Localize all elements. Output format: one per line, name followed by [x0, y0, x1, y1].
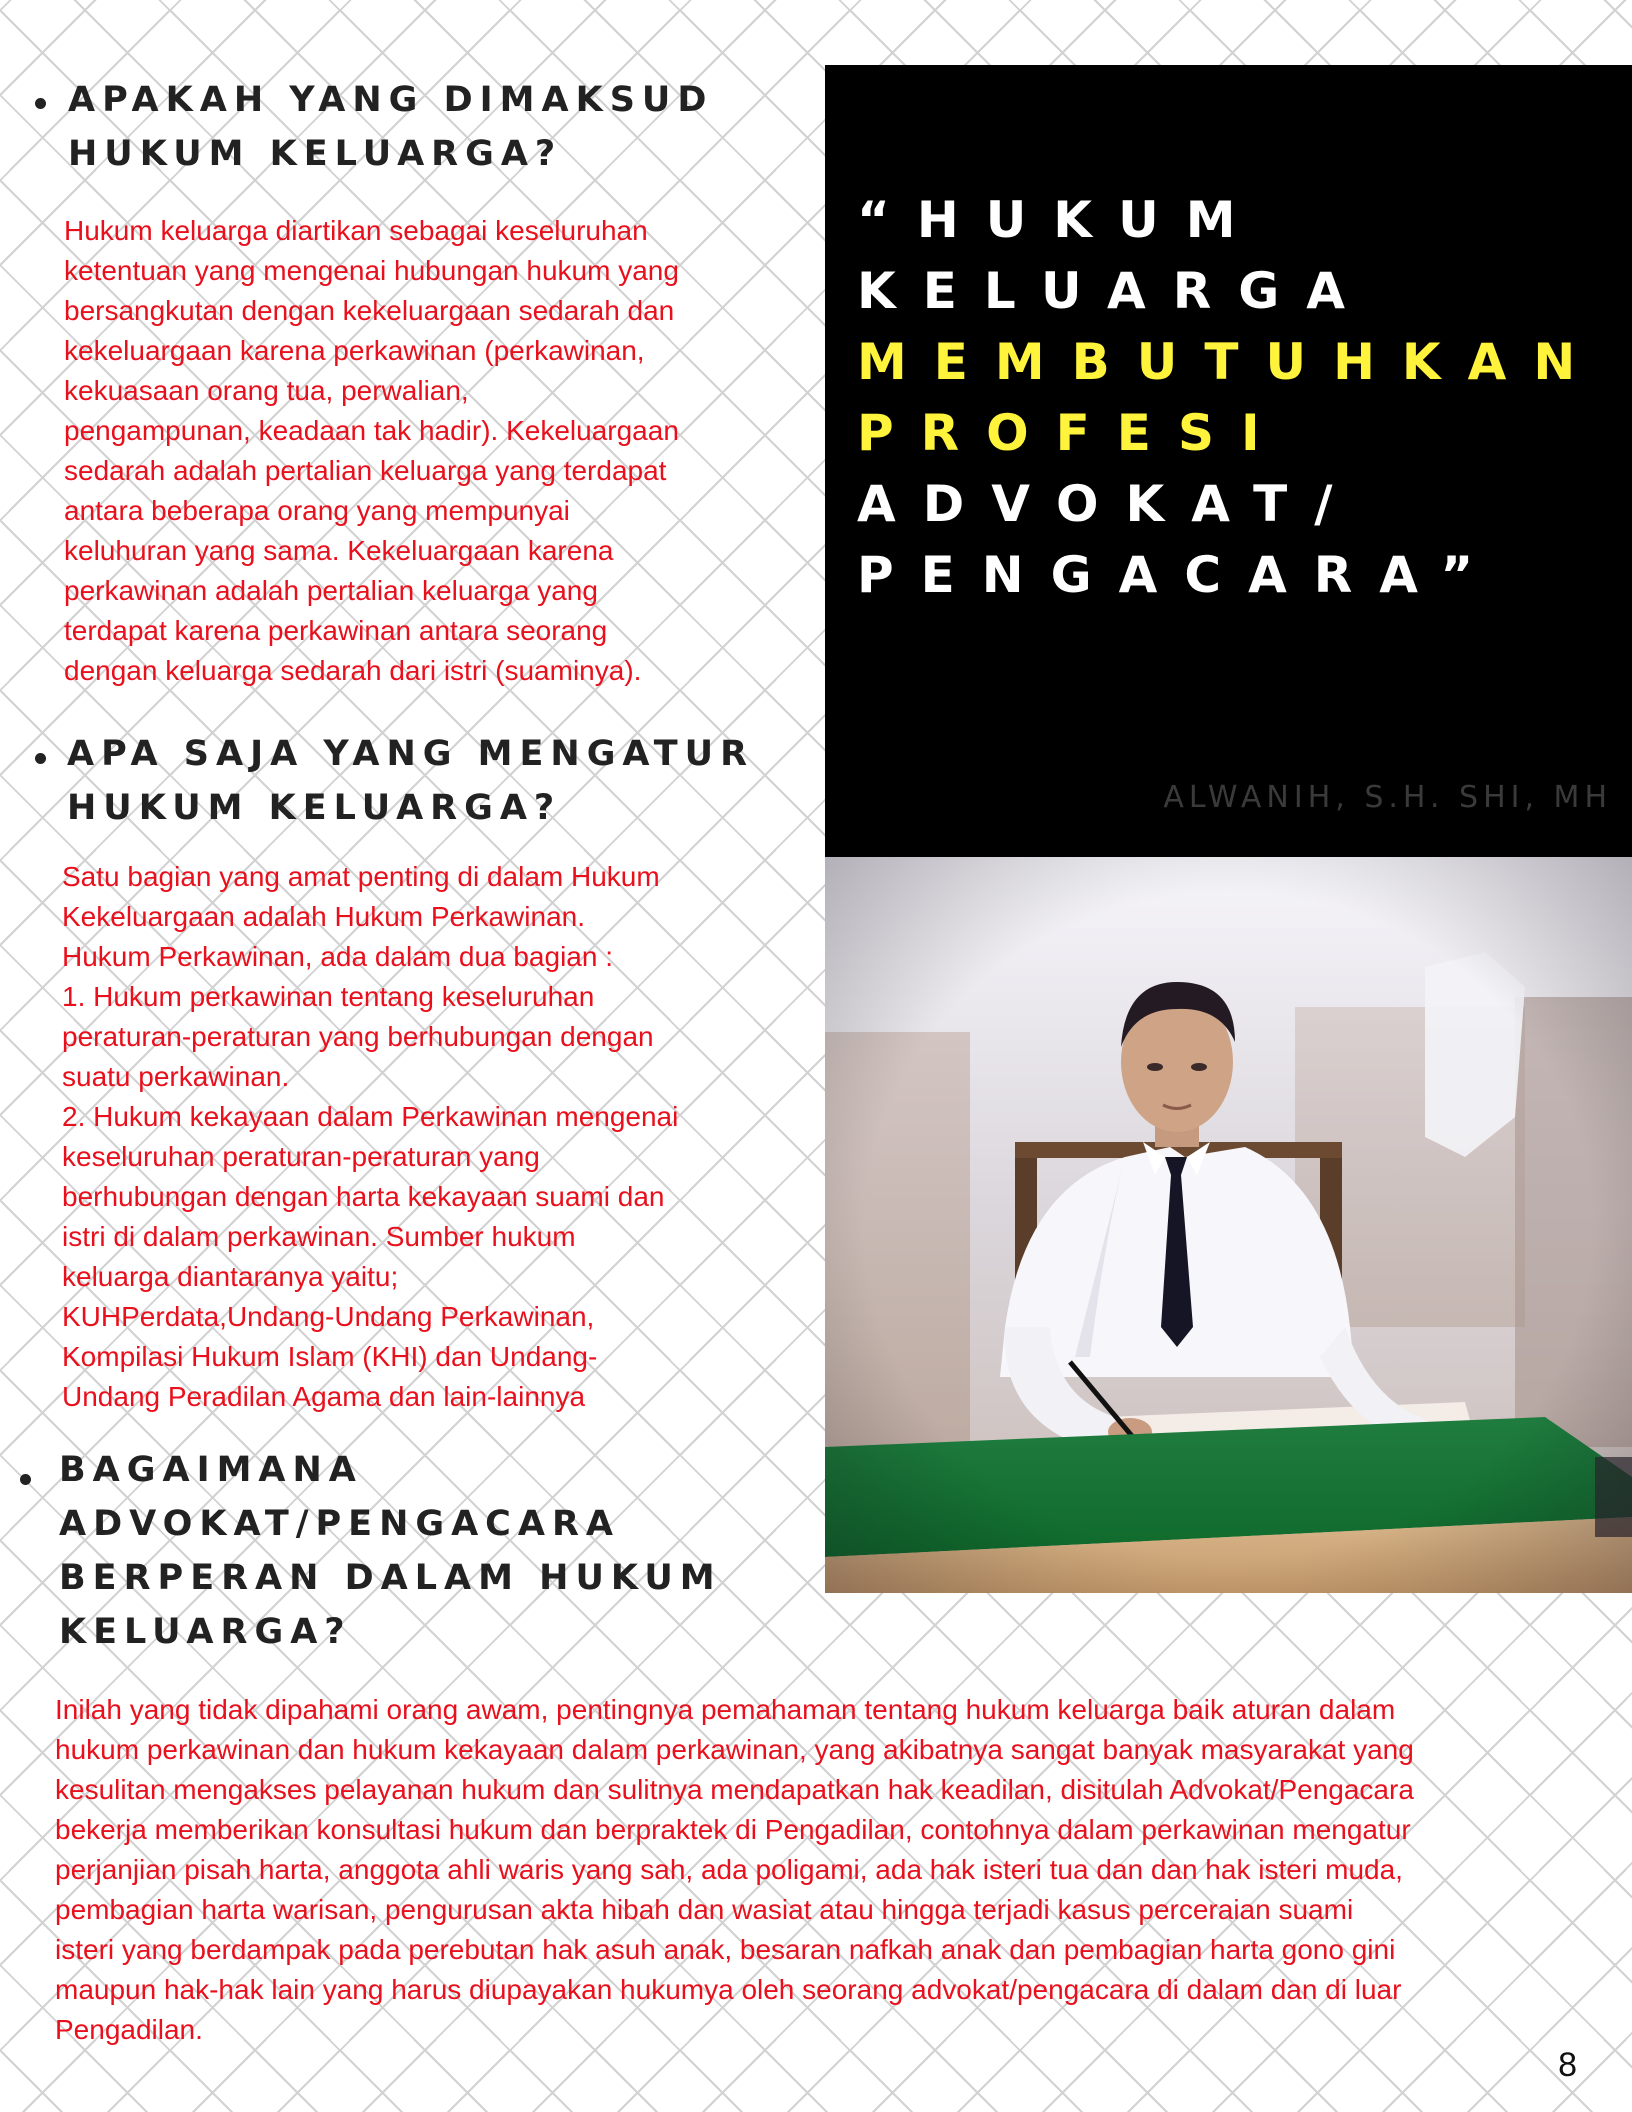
question-1-line-1: APAKAH YANG DIMAKSUD: [68, 80, 714, 120]
answer-2-line: keseluruhan peraturan-peraturan yang: [62, 1141, 540, 1172]
answer-2-line: 2. Hukum kekayaan dalam Perkawinan mengenai: [62, 1101, 679, 1132]
question-heading-3: [59, 1443, 722, 1659]
question-3-line-2: ADVOKAT/PENGACARA: [59, 1504, 620, 1544]
quote-author: ALWANIH, S.H. SHI, MH: [1163, 780, 1612, 815]
quote-line-2: KELUARGA: [857, 262, 1372, 320]
answer-2-line: Undang Peradilan Agama dan lain-lainnya: [62, 1381, 586, 1412]
answer-2-line: 1. Hukum perkawinan tentang keseluruhan: [62, 981, 595, 1012]
question-heading-2: [67, 727, 754, 835]
answer-2-line: Kompilasi Hukum Islam (KHI) dan Undang-: [62, 1341, 598, 1372]
answer-3-line: pembagian harta warisan, pengurusan akta hibah dan wasiat atau hingga terjadi kasus perceraian suami: [55, 1894, 1354, 1925]
answer-3-line: Inilah yang tidak dipahami orang awam, pentingnya pemahaman tentang hukum keluarga baik aturan dalam: [55, 1694, 1396, 1725]
answer-1-line: kekeluargaan karena perkawinan (perkawinan,: [64, 335, 645, 366]
question-3-line-4: KELUARGA?: [59, 1612, 352, 1652]
answer-1-line: bersangkutan dengan kekeluargaan sedarah dan: [64, 295, 675, 326]
quote-line-6: PENGACARA”: [857, 546, 1501, 604]
answer-3-line: bekerja memberikan konsultasi hukum dan berpraktek di Pengadilan, contohnya dalam perkawinan mengatur: [55, 1814, 1411, 1845]
answer-3-line: Pengadilan.: [55, 2014, 203, 2045]
answer-paragraph-1: [64, 211, 679, 691]
quote-line-3: MEMBUTUHKAN: [857, 333, 1603, 391]
answer-2-line: istri di dalam perkawinan. Sumber hukum: [62, 1221, 576, 1252]
answer-paragraph-2: [62, 857, 678, 1417]
answer-2-line: Kekeluargaan adalah Hukum Perkawinan.: [62, 901, 585, 932]
answer-1-line: Hukum keluarga diartikan sebagai keseluruhan: [64, 215, 648, 246]
answer-1-line: kekuasaan orang tua, perwalian,: [64, 375, 469, 406]
question-2-line-2: HUKUM KELUARGA?: [67, 788, 562, 828]
page-number: 8: [1558, 2046, 1577, 2084]
answer-1-line: antara beberapa orang yang mempunyai: [64, 495, 570, 526]
bullet-1: [35, 98, 46, 109]
question-3-line-1: BAGAIMANA: [59, 1450, 363, 1490]
answer-1-line: pengampunan, keadaan tak hadir). Kekeluargaan: [64, 415, 679, 446]
answer-1-line: terdapat karena perkawinan antara seorang: [64, 615, 608, 646]
answer-2-line: Satu bagian yang amat penting di dalam Hukum: [62, 861, 660, 892]
answer-3-line: hukum perkawinan dan hukum kekayaan dalam perkawinan, yang akibatnya sangat banyak masyarakat yang: [55, 1734, 1414, 1765]
answer-3-line: kesulitan mengakses pelayanan hukum dan sulitnya mendapatkan hak keadilan, disitulah Advokat/Pengacara: [55, 1774, 1414, 1805]
answer-3-line: isteri yang berdampak pada perebutan hak asuh anak, besaran nafkah anak dan pembagian harta gono gini: [55, 1934, 1396, 1965]
lawyer-photo-illustration: [825, 857, 1632, 1593]
question-3-line-3: BERPERAN DALAM HUKUM: [59, 1558, 722, 1598]
answer-1-line: dengan keluarga sedarah dari istri (suaminya).: [64, 655, 642, 686]
answer-2-line: KUHPerdata,Undang-Undang Perkawinan,: [62, 1301, 595, 1332]
quote-box: [825, 65, 1632, 857]
question-1-line-2: HUKUM KELUARGA?: [68, 134, 563, 174]
answer-1-line: keluhuran yang sama. Kekeluargaan karena: [64, 535, 614, 566]
answer-2-line: peraturan-peraturan yang berhubungan dengan: [62, 1021, 654, 1052]
quote-line-4: PROFESI: [857, 404, 1287, 462]
pull-quote: [857, 185, 1602, 611]
bullet-3: [20, 1474, 31, 1485]
bullet-2: [35, 753, 46, 764]
answer-paragraph-3: [55, 1690, 1414, 2050]
lawyer-photo: [825, 857, 1632, 1593]
answer-2-line: berhubungan dengan harta kekayaan suami dan: [62, 1181, 665, 1212]
answer-2-line: Hukum Perkawinan, ada dalam dua bagian :: [62, 941, 614, 972]
answer-2-line: keluarga diantaranya yaitu;: [62, 1261, 399, 1292]
question-heading-1: [68, 73, 713, 181]
question-2-line-1: APA SAJA YANG MENGATUR: [67, 734, 755, 774]
answer-1-line: ketentuan yang mengenai hubungan hukum yang: [64, 255, 679, 286]
quote-line-5: ADVOKAT/: [857, 475, 1360, 533]
answer-1-line: perkawinan adalah pertalian keluarga yang: [64, 575, 598, 606]
answer-3-line: perjanjian pisah harta, anggota ahli waris yang sah, ada poligami, ada hak isteri tua dan dan hak isteri muda,: [55, 1854, 1403, 1885]
answer-3-line: maupun hak-hak lain yang harus diupayakan hukumya oleh seorang advokat/pengacara di dalam dan di luar: [55, 1974, 1402, 2005]
answer-2-line: suatu perkawinan.: [62, 1061, 290, 1092]
quote-line-1: “HUKUM: [857, 191, 1263, 249]
answer-1-line: sedarah adalah pertalian keluarga yang terdapat: [64, 455, 667, 486]
